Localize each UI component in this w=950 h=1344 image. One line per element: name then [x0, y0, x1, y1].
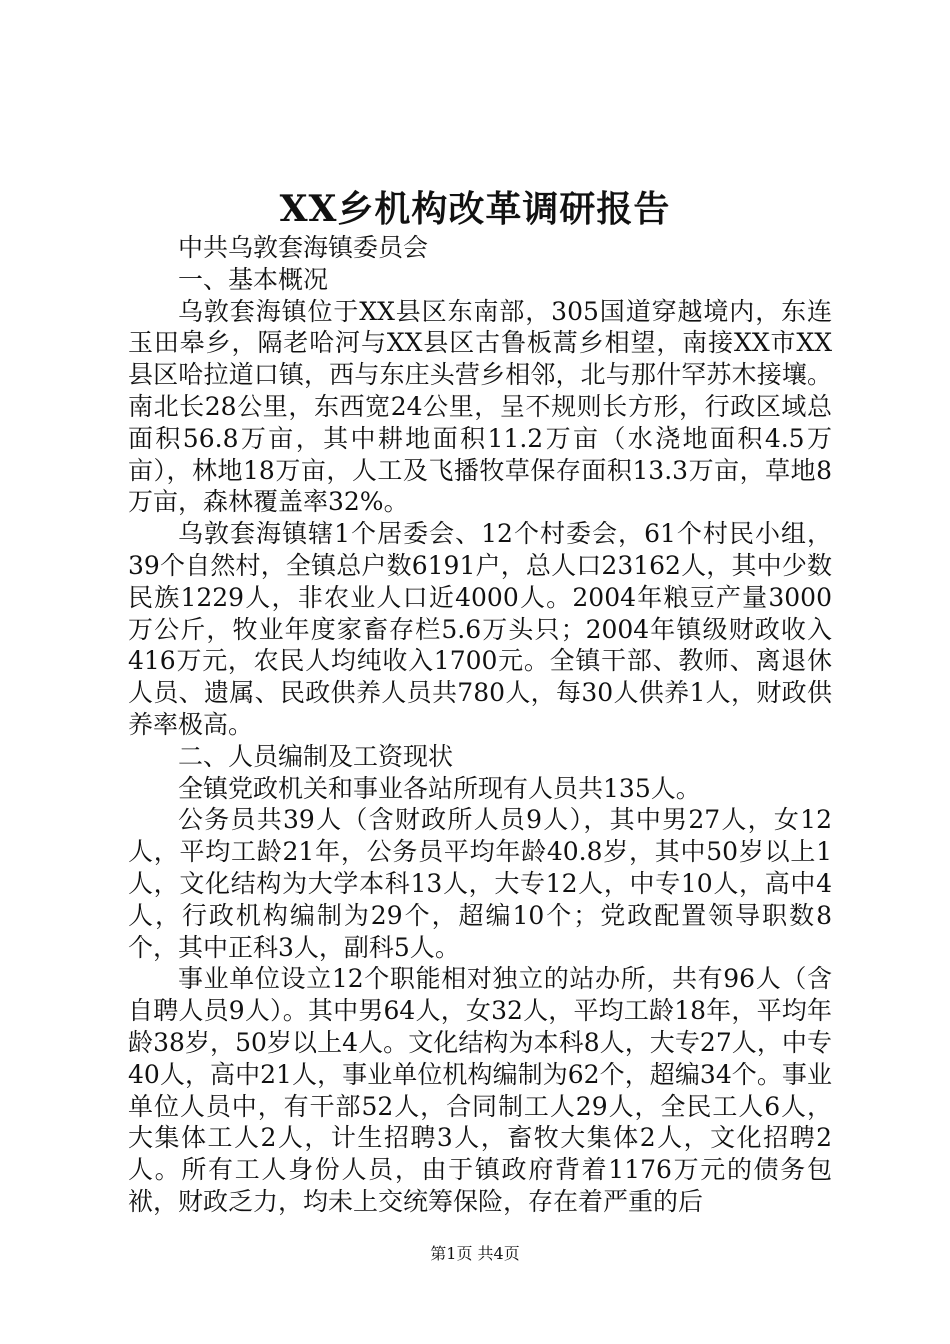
page-footer: 第1页 共4页 [430, 1244, 520, 1263]
document-title: XX乡机构改革调研报告 [279, 188, 671, 230]
paragraph-population: 乌敦套海镇辖1个居委会、12个村委会，61个村民小组，39个自然村，全镇总户数6191户，总人口23162人，其中少数民族1229人，非农业人口近4000人。2004年粮豆产量3000万公斤，牧业年度家畜存栏5.6万头只；2004年镇级财政收入416万元，农民人均纯收入1700元。全镇干部、教师、离退休人员、遗属、民政供养人员共780人，每30人供养1人，财政供养率极高。 [128, 519, 832, 739]
paragraph-staff-total: 全镇党政机关和事业各站所现有人员共135人。 [178, 773, 701, 803]
paragraph-location: 乌敦套海镇位于XX县区东南部，305国道穿越境内，东连玉田皋乡，隔老哈河与XX县区古鲁板蒿乡相望，南接XX市XX县区哈拉道口镇，西与东庄头营乡相邻，北与那什罕苏木接壤。南北长28公里，东西宽24公里，呈不规则长方形，行政区域总面积56.8万亩，其中耕地面积11.2万亩（水浇地面积4.5万亩），林地18万亩，人工及飞播牧草保存面积13.3万亩，草地8万亩，森林覆盖率32%。 [128, 296, 832, 517]
author-line: 中共乌敦套海镇委员会 [178, 233, 429, 262]
paragraph-civil-servants: 公务员共39人（含财政所人员9人），其中男27人，女12人，平均工龄21年，公务员平均年龄40.8岁，其中50岁以上1人，文化结构为大学本科13人，大专12人，中专10人，高中4人，行政机构编制为29个，超编10个；党政配置领导职数8个，其中正科3人，副科5人。 [128, 805, 832, 962]
paragraph-public-institutions: 事业单位设立12个职能相对独立的站办所，共有96人（含自聘人员9人）。其中男64人，女32人，平均工龄18年，平均年龄38岁，50岁以上4人。文化结构为本科8人，大专27人，中专40人，高中21人，事业单位机构编制为62个，超编34个。事业单位人员中，有干部52人，合同制工人29人，全民工人6人，大集体工人2人，计生招聘3人，畜牧大集体2人，文化招聘2人。所有工人身份人员，由于镇政府背着1176万元的债务包袱，财政乏力，均未上交统筹保险，存在着严重的后 [128, 964, 832, 1216]
document-body [128, 232, 832, 1218]
section-heading-overview: 一、基本概况 [178, 264, 329, 294]
section-heading-staffing: 二、人员编制及工资现状 [178, 741, 454, 771]
